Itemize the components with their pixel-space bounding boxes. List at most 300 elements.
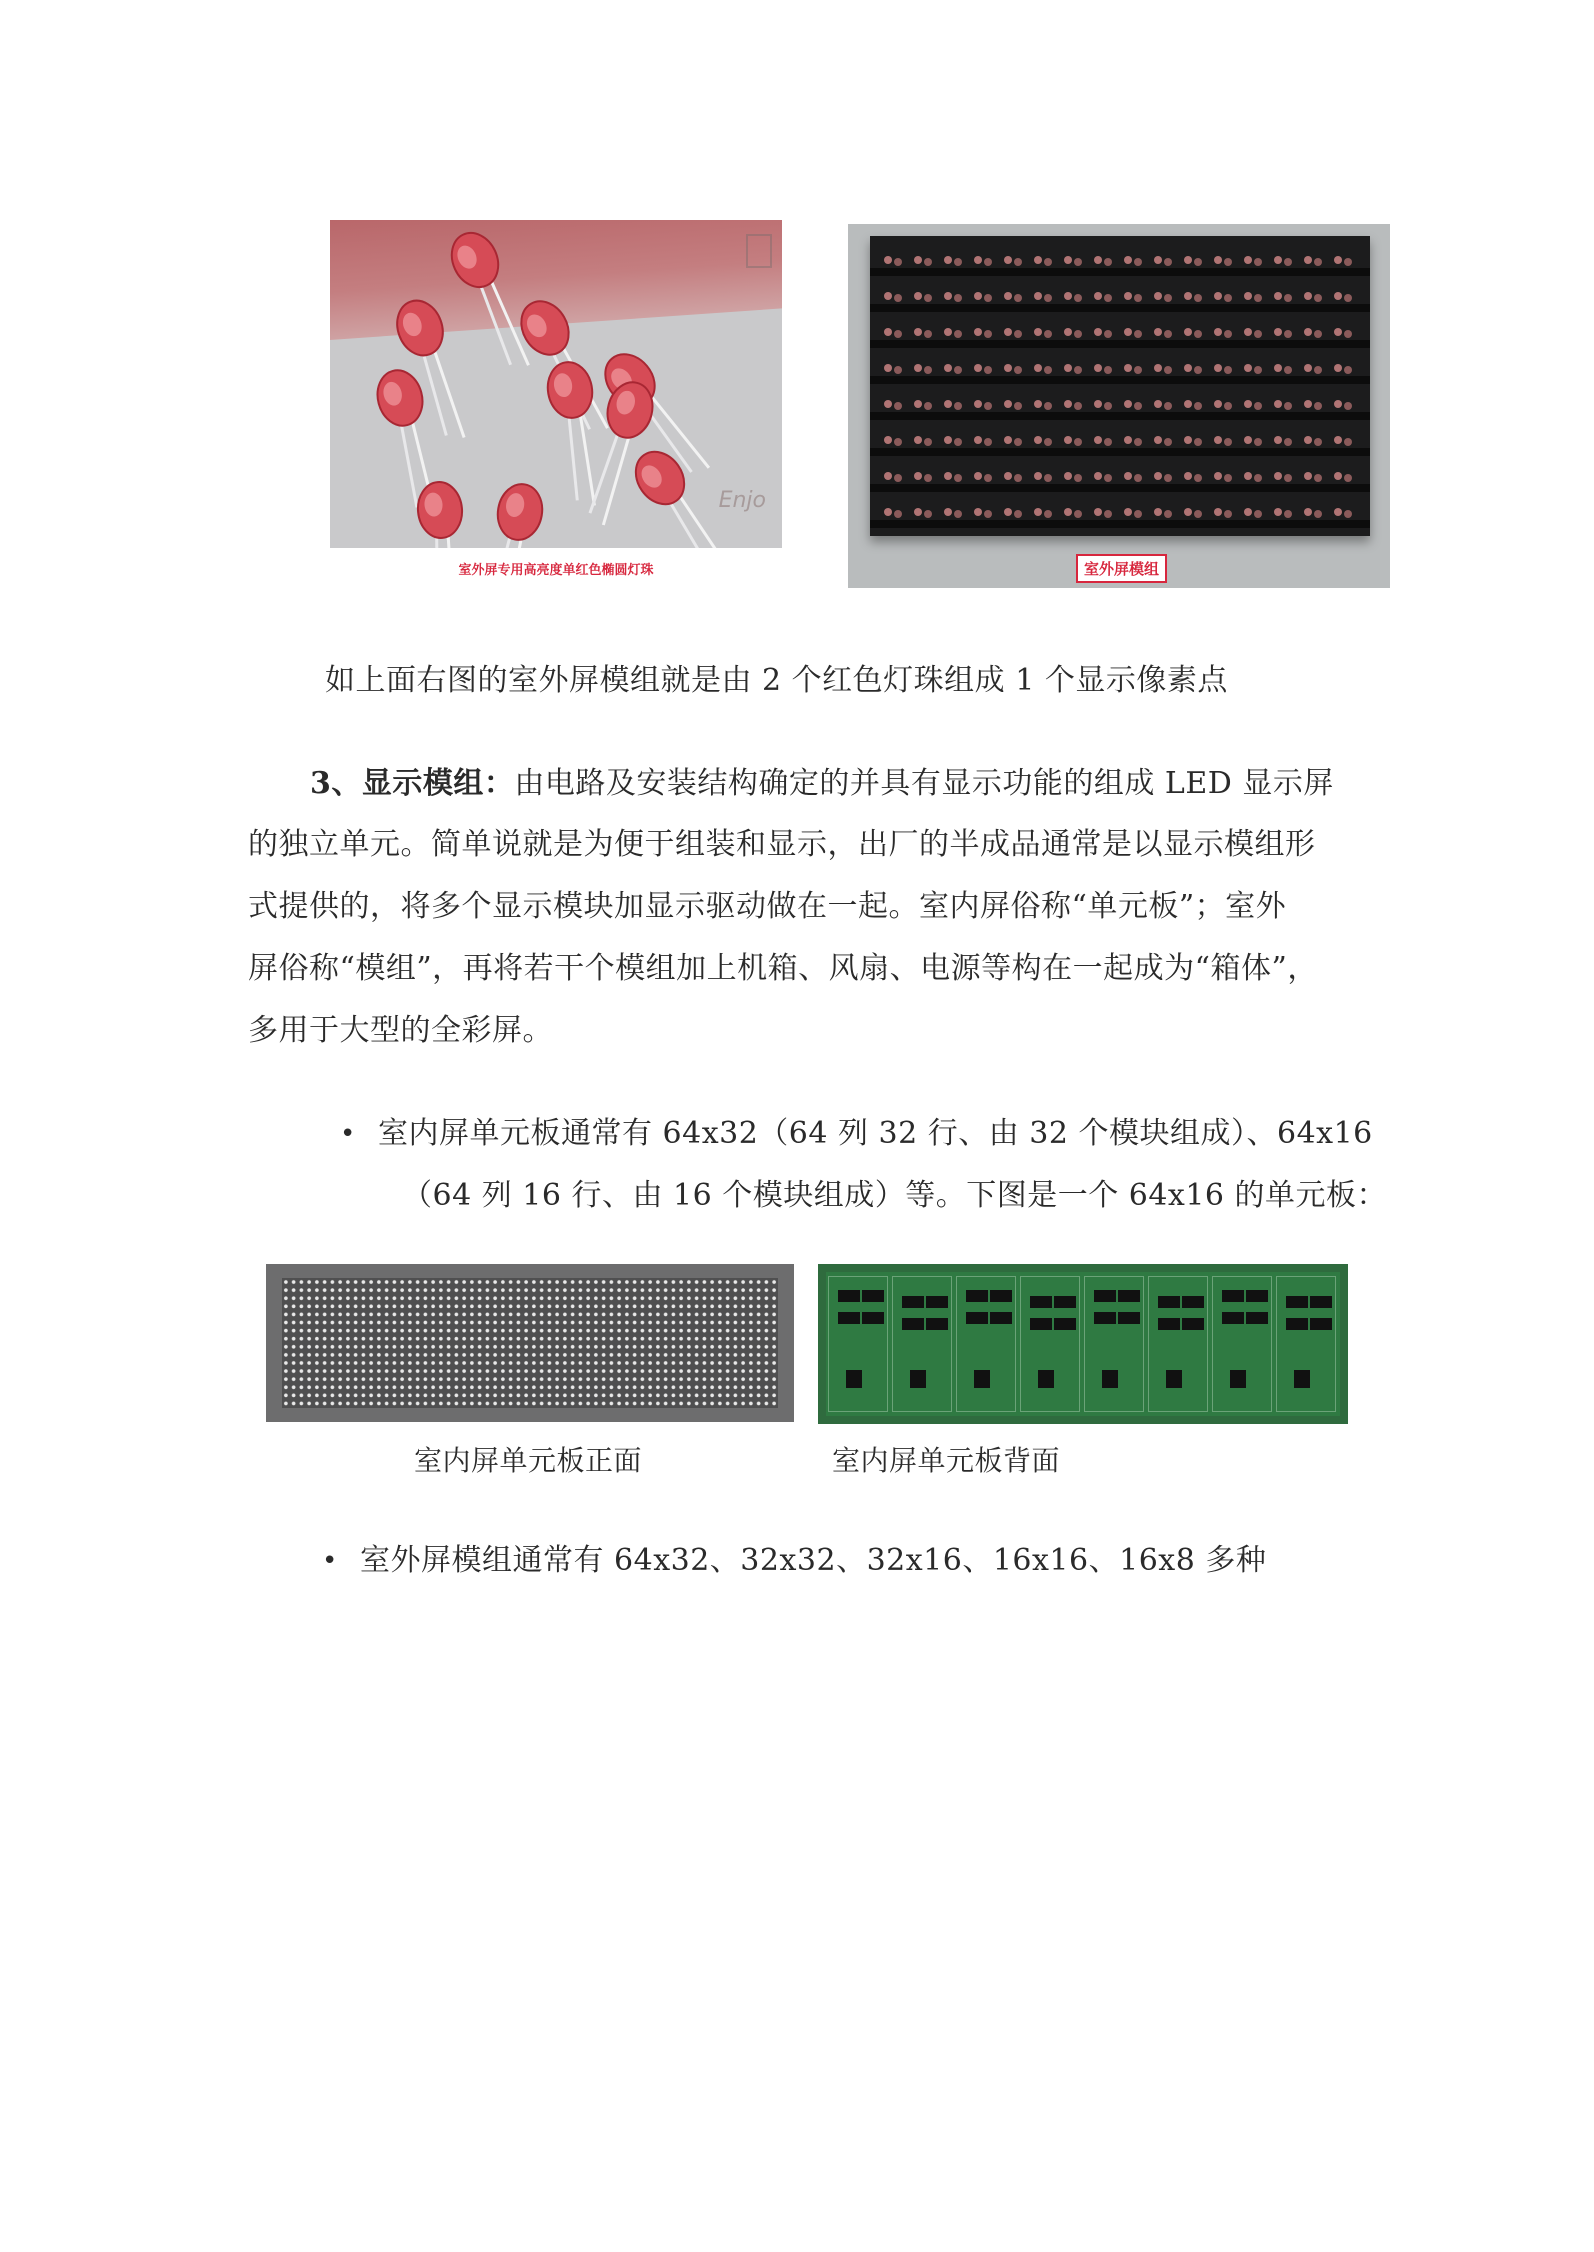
module-led (914, 400, 922, 408)
module-led (1044, 474, 1052, 482)
module-led (1154, 508, 1162, 516)
module-led (924, 366, 932, 374)
module-led (1014, 330, 1022, 338)
module-led (1044, 258, 1052, 266)
module-led (1004, 436, 1012, 444)
module-led (914, 508, 922, 516)
module-led (924, 474, 932, 482)
module-led (1184, 256, 1192, 264)
module-led (1074, 474, 1082, 482)
module-led (1344, 258, 1352, 266)
module-led (1244, 400, 1252, 408)
pcb-board (826, 1272, 1340, 1416)
module-led (1214, 508, 1222, 516)
red-led-caption: 室外屏专用高亮度单红色椭圆灯珠 (458, 563, 654, 578)
module-led (1314, 294, 1322, 302)
module-led (894, 366, 902, 374)
module-led (1104, 294, 1112, 302)
module-led (954, 474, 962, 482)
module-led (1334, 292, 1342, 300)
module-led (1334, 256, 1342, 264)
module-led (1314, 402, 1322, 410)
module-led (1334, 364, 1342, 372)
module-led (894, 294, 902, 302)
module-led (914, 436, 922, 444)
module-led (1274, 292, 1282, 300)
module-led (1274, 364, 1282, 372)
module-led (884, 472, 892, 480)
module-row-shade (870, 268, 1370, 276)
module-led (954, 402, 962, 410)
module-led (894, 330, 902, 338)
pcb-chip (1230, 1370, 1246, 1388)
module-led (944, 508, 952, 516)
brand-watermark: Enjo (718, 488, 766, 513)
module-led (1284, 366, 1292, 374)
module-led (1164, 366, 1172, 374)
module-led (1124, 472, 1132, 480)
pcb-chip (1286, 1318, 1308, 1330)
module-led (1214, 472, 1222, 480)
module-led (1044, 366, 1052, 374)
pcb-chip (846, 1370, 862, 1388)
module-led (1254, 330, 1262, 338)
pcb-chip (1102, 1370, 1118, 1388)
pcb-chip (1310, 1296, 1332, 1308)
module-led (1244, 508, 1252, 516)
module-led (924, 294, 932, 302)
module-led (1004, 256, 1012, 264)
module-led (974, 256, 982, 264)
module-led (1184, 400, 1192, 408)
bullet-1-dot: • (340, 1119, 356, 1149)
pcb-chip (838, 1290, 860, 1302)
module-led (1004, 400, 1012, 408)
module-led (1134, 294, 1142, 302)
pcb-chip (910, 1370, 926, 1388)
module-led (1214, 364, 1222, 372)
indoor-unit-board-front-photo (266, 1264, 794, 1422)
module-led (1014, 402, 1022, 410)
module-led (1224, 402, 1232, 410)
module-led (1274, 328, 1282, 336)
module-led (914, 292, 922, 300)
pcb-chip (1246, 1290, 1268, 1302)
pcb-chip (862, 1312, 884, 1324)
module-led (1074, 258, 1082, 266)
module-led (1284, 294, 1292, 302)
module-led (1224, 330, 1232, 338)
module-led (1284, 438, 1292, 446)
module-led (1194, 366, 1202, 374)
module-row-shade (870, 340, 1370, 348)
module-led (1304, 328, 1312, 336)
module-led (884, 400, 892, 408)
module-led (1274, 436, 1282, 444)
module-led (1244, 364, 1252, 372)
module-led (1214, 292, 1222, 300)
module-led (1224, 510, 1232, 518)
module-led (894, 510, 902, 518)
module-led (1194, 474, 1202, 482)
module-led (1034, 364, 1042, 372)
module-led (1304, 364, 1312, 372)
module-led (1164, 510, 1172, 518)
module-led (914, 328, 922, 336)
module-led (1334, 508, 1342, 516)
module-led (1224, 258, 1232, 266)
section3-line-3: 式提供的，将多个显示模块加显示驱动做在一起。室内屏俗称“单元板”；室外 (248, 889, 1287, 924)
module-led (974, 400, 982, 408)
module-led (1304, 256, 1312, 264)
module-led (1074, 330, 1082, 338)
module-led (1094, 256, 1102, 264)
module-led (1184, 292, 1192, 300)
module-led (1044, 330, 1052, 338)
module-led (1214, 256, 1222, 264)
module-led (944, 292, 952, 300)
module-led (1074, 294, 1082, 302)
section3-line-4: 屏俗称“模组”，再将若干个模组加上机箱、风扇、电源等构在一起成为“箱体”， (248, 951, 1318, 986)
pcb-chip (1158, 1296, 1180, 1308)
module-led (1334, 472, 1342, 480)
module-led (1064, 292, 1072, 300)
pcb-chip (1246, 1312, 1268, 1324)
module-led (894, 258, 902, 266)
module-led (1164, 474, 1172, 482)
module-led (1154, 328, 1162, 336)
pcb-chip (966, 1312, 988, 1324)
module-led (1344, 330, 1352, 338)
module-led (1034, 256, 1042, 264)
module-led (984, 294, 992, 302)
module-led (1284, 330, 1292, 338)
module-led (1194, 402, 1202, 410)
module-led (1134, 330, 1142, 338)
module-led (944, 400, 952, 408)
led-lamp (478, 481, 547, 548)
module-led (974, 436, 982, 444)
module-led (1104, 330, 1112, 338)
module-led (1334, 328, 1342, 336)
module-led (1034, 472, 1042, 480)
module-led (1244, 472, 1252, 480)
module-row-shade (870, 376, 1370, 384)
module-led (954, 366, 962, 374)
module-led (1344, 474, 1352, 482)
module-led (1254, 474, 1262, 482)
pcb-chip (1030, 1318, 1052, 1330)
module-led (1254, 402, 1262, 410)
module-led (1314, 330, 1322, 338)
module-led (1224, 474, 1232, 482)
module-led (1154, 436, 1162, 444)
module-led (1244, 436, 1252, 444)
section3-line-1: 由电路及安装结构确定的并具有显示功能的组成 LED 显示屏 (514, 766, 1334, 801)
led-lamp (416, 480, 473, 548)
pcb-chip (862, 1290, 884, 1302)
module-led (1124, 400, 1132, 408)
module-led (1014, 474, 1022, 482)
indoor-led-grid (282, 1278, 778, 1408)
module-led (1284, 258, 1292, 266)
module-led (984, 366, 992, 374)
module-led (1344, 402, 1352, 410)
module-led (984, 402, 992, 410)
module-led (1254, 366, 1262, 374)
pcb-chip (1286, 1296, 1308, 1308)
module-led (1314, 366, 1322, 374)
module-led (954, 438, 962, 446)
module-led (1074, 438, 1082, 446)
pcb-chip (1054, 1318, 1076, 1330)
module-led (1274, 472, 1282, 480)
module-led (1304, 508, 1312, 516)
module-led (974, 508, 982, 516)
module-led (1104, 438, 1112, 446)
module-led (1334, 400, 1342, 408)
module-led (1154, 400, 1162, 408)
module-led (1304, 292, 1312, 300)
pcb-chip (902, 1296, 924, 1308)
module-led (1304, 472, 1312, 480)
module-led (884, 508, 892, 516)
module-row-shade (870, 520, 1370, 528)
module-led (1214, 328, 1222, 336)
module-led (884, 328, 892, 336)
outdoor-module-photo (848, 224, 1390, 588)
module-led (914, 256, 922, 264)
module-led (884, 256, 892, 264)
module-led (1064, 472, 1072, 480)
module-led (984, 438, 992, 446)
pcb-chip (1158, 1318, 1180, 1330)
module-led (1154, 256, 1162, 264)
module-led (1344, 294, 1352, 302)
module-led (1034, 508, 1042, 516)
module-led (1064, 508, 1072, 516)
module-led (1164, 438, 1172, 446)
module-led (1184, 472, 1192, 480)
pcb-chip (990, 1312, 1012, 1324)
module-led (894, 402, 902, 410)
section3-line-5: 多用于大型的全彩屏。 (248, 1013, 553, 1048)
module-led (1274, 400, 1282, 408)
module-led (1034, 328, 1042, 336)
outdoor-led-matrix (870, 236, 1370, 536)
outdoor-module-caption: 室外屏模组 (1076, 554, 1167, 583)
module-led (944, 328, 952, 336)
module-led (1224, 294, 1232, 302)
module-led (1164, 330, 1172, 338)
module-row-shade (870, 484, 1370, 492)
module-led (1194, 294, 1202, 302)
module-led (1314, 510, 1322, 518)
module-led (974, 472, 982, 480)
module-led (1004, 472, 1012, 480)
bullet-1-line-1: 室内屏单元板通常有 64x32（64 列 32 行、由 32 个模块组成）、64x16 (378, 1116, 1373, 1151)
module-led (1034, 436, 1042, 444)
module-row-shade (870, 412, 1370, 420)
module-led (1104, 510, 1112, 518)
bullet-2-dot: • (322, 1546, 338, 1576)
module-led (954, 510, 962, 518)
module-led (1044, 510, 1052, 518)
module-led (1044, 402, 1052, 410)
module-led (1134, 438, 1142, 446)
module-led (1284, 402, 1292, 410)
module-led (1094, 436, 1102, 444)
module-led (1154, 472, 1162, 480)
module-led (1074, 510, 1082, 518)
module-led (1064, 256, 1072, 264)
module-led (1194, 438, 1202, 446)
module-led (924, 258, 932, 266)
module-led (1064, 400, 1072, 408)
module-led (1304, 436, 1312, 444)
module-led (1064, 436, 1072, 444)
module-led (1184, 364, 1192, 372)
pcb-chip (926, 1296, 948, 1308)
module-led (944, 436, 952, 444)
pcb-chip (1166, 1370, 1182, 1388)
module-led (1164, 258, 1172, 266)
module-led (1314, 438, 1322, 446)
module-led (1074, 366, 1082, 374)
module-led (1164, 294, 1172, 302)
module-led (1134, 510, 1142, 518)
module-led (974, 364, 982, 372)
module-led (1194, 510, 1202, 518)
pcb-chip (1094, 1312, 1116, 1324)
module-led (1254, 438, 1262, 446)
module-led (1134, 258, 1142, 266)
indoor-back-caption: 室内屏单元板背面 (832, 1444, 1061, 1477)
module-led (1134, 474, 1142, 482)
pcb-chip (966, 1290, 988, 1302)
module-led (894, 438, 902, 446)
pcb-chip (1222, 1290, 1244, 1302)
module-led (1094, 328, 1102, 336)
section3-line-2: 的独立单元。简单说就是为便于组装和显示，出厂的半成品通常是以显示模组形 (248, 827, 1316, 862)
module-led (1244, 328, 1252, 336)
module-led (1014, 366, 1022, 374)
module-led (1124, 364, 1132, 372)
module-led (1124, 436, 1132, 444)
module-led (1014, 510, 1022, 518)
module-led (1344, 366, 1352, 374)
module-led (884, 436, 892, 444)
pcb-chip (990, 1290, 1012, 1302)
module-led (924, 438, 932, 446)
module-led (1184, 328, 1192, 336)
module-led (1104, 402, 1112, 410)
bullet-2-line-1: 室外屏模组通常有 64x32、32x32、32x16、16x16、16x8 多种 (360, 1543, 1267, 1578)
module-led (1154, 292, 1162, 300)
pcb-chip (902, 1318, 924, 1330)
module-led (984, 510, 992, 518)
module-led (1014, 438, 1022, 446)
module-led (1104, 366, 1112, 374)
module-led (954, 330, 962, 338)
module-led (1154, 364, 1162, 372)
module-led (884, 364, 892, 372)
module-led (1304, 400, 1312, 408)
module-led (1004, 508, 1012, 516)
pcb-chip (1094, 1290, 1116, 1302)
module-led (984, 258, 992, 266)
module-led (1014, 294, 1022, 302)
module-led (954, 294, 962, 302)
module-led (914, 472, 922, 480)
module-led (1004, 292, 1012, 300)
module-led (1284, 474, 1292, 482)
module-led (894, 474, 902, 482)
module-led (1074, 402, 1082, 410)
module-led (1244, 256, 1252, 264)
module-led (1214, 400, 1222, 408)
module-led (1064, 364, 1072, 372)
module-led (984, 474, 992, 482)
module-led (1034, 400, 1042, 408)
module-led (1254, 510, 1262, 518)
module-led (1254, 258, 1262, 266)
module-led (1134, 366, 1142, 374)
pcb-chip (974, 1370, 990, 1388)
pcb-chip (1054, 1296, 1076, 1308)
module-led (1124, 256, 1132, 264)
pcb-chip (838, 1312, 860, 1324)
module-led (1214, 436, 1222, 444)
pcb-chip (1310, 1318, 1332, 1330)
module-led (1284, 510, 1292, 518)
module-led (914, 364, 922, 372)
module-led (944, 256, 952, 264)
module-led (1274, 256, 1282, 264)
pcb-chip (1294, 1370, 1310, 1388)
module-led (1194, 330, 1202, 338)
module-led (1184, 508, 1192, 516)
module-led (1014, 258, 1022, 266)
module-led (1254, 294, 1262, 302)
module-led (1134, 402, 1142, 410)
module-led (984, 330, 992, 338)
module-led (954, 258, 962, 266)
image-explanation-line: 如上面右图的室外屏模组就是由 2 个红色灯珠组成 1 个显示像素点 (325, 663, 1228, 698)
module-led (1194, 258, 1202, 266)
outdoor-module-board (870, 236, 1370, 536)
pcb-chip (1182, 1296, 1204, 1308)
module-led (1244, 292, 1252, 300)
module-led (1124, 508, 1132, 516)
module-led (1004, 328, 1012, 336)
module-led (1334, 436, 1342, 444)
module-led (974, 292, 982, 300)
led-lamps-drawing (330, 220, 782, 548)
module-led (1064, 328, 1072, 336)
module-led (1044, 438, 1052, 446)
module-led (974, 328, 982, 336)
module-led (1094, 364, 1102, 372)
pcb-chip (1118, 1312, 1140, 1324)
module-led (1344, 510, 1352, 518)
module-led (1094, 472, 1102, 480)
module-led (1344, 438, 1352, 446)
led-lamp (543, 359, 612, 510)
module-led (1274, 508, 1282, 516)
module-led (924, 330, 932, 338)
module-led (1004, 364, 1012, 372)
